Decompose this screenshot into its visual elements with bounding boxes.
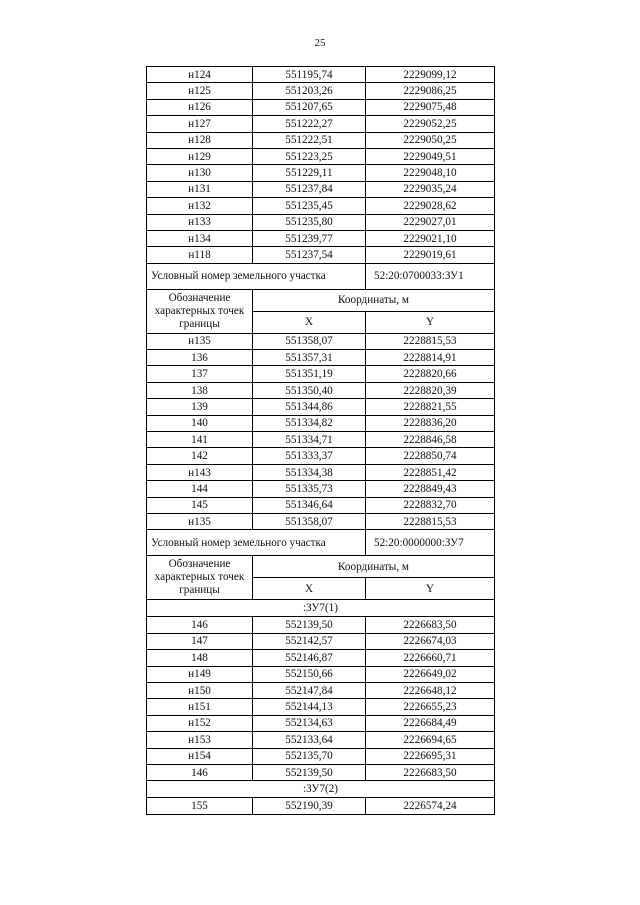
coordinate-x-cell: 551235,45 xyxy=(253,198,366,214)
point-designation-cell: н152 xyxy=(147,715,253,731)
table-row xyxy=(147,366,495,382)
coordinate-x-cell: 551203,26 xyxy=(253,83,366,99)
point-designation-cell: н126 xyxy=(147,99,253,115)
table-row xyxy=(147,633,495,649)
coordinate-x-cell: 551333,37 xyxy=(253,448,366,464)
point-designation-cell: н154 xyxy=(147,748,253,764)
y-header: Y xyxy=(366,311,495,333)
coordinate-y-cell: 2229099,12 xyxy=(366,67,495,83)
coordinate-x-cell: 551237,54 xyxy=(253,247,366,263)
table-row xyxy=(147,748,495,764)
coordinate-y-cell: 2228846,58 xyxy=(366,432,495,448)
coordinates-header: Координаты, м xyxy=(253,289,495,311)
coordinate-x-cell: 551222,51 xyxy=(253,132,366,148)
point-designation-cell: н153 xyxy=(147,732,253,748)
subparcel-row xyxy=(147,781,495,798)
coordinate-y-cell: 2226683,50 xyxy=(366,764,495,780)
table-row xyxy=(147,650,495,666)
table-row xyxy=(147,715,495,731)
coordinate-y-cell: 2228851,42 xyxy=(366,464,495,480)
point-designation-cell: 142 xyxy=(147,448,253,464)
table-row xyxy=(147,617,495,633)
table-row xyxy=(147,513,495,529)
table-row xyxy=(147,682,495,698)
table-row xyxy=(147,382,495,398)
point-designation-cell: н124 xyxy=(147,67,253,83)
coordinate-y-cell: 2226695,31 xyxy=(366,748,495,764)
table-row xyxy=(147,333,495,349)
coordinate-x-cell: 551334,82 xyxy=(253,415,366,431)
point-designation-cell: 147 xyxy=(147,633,253,649)
coordinate-x-cell: 552134,63 xyxy=(253,715,366,731)
table-row xyxy=(147,798,495,814)
coordinate-y-cell: 2226683,50 xyxy=(366,617,495,633)
table-row xyxy=(147,432,495,448)
point-designation-cell: н118 xyxy=(147,247,253,263)
point-designation-cell: н149 xyxy=(147,666,253,682)
subparcel-row xyxy=(147,600,495,617)
coordinate-y-cell: 2228832,70 xyxy=(366,497,495,513)
table-row xyxy=(147,415,495,431)
coordinate-y-cell: 2229049,51 xyxy=(366,148,495,164)
coordinate-x-cell: 552144,13 xyxy=(253,699,366,715)
point-designation-cell: н131 xyxy=(147,181,253,197)
coordinate-y-cell: 2226660,71 xyxy=(366,650,495,666)
coordinate-x-cell: 551358,07 xyxy=(253,333,366,349)
table-row xyxy=(147,116,495,132)
coordinate-x-cell: 551235,80 xyxy=(253,214,366,230)
coordinate-y-cell: 2228815,53 xyxy=(366,333,495,349)
table-row xyxy=(147,181,495,197)
point-designation-cell: 155 xyxy=(147,798,253,814)
coordinate-x-cell: 551222,27 xyxy=(253,116,366,132)
coordinate-x-cell: 551207,65 xyxy=(253,99,366,115)
coordinate-y-cell: 2229050,25 xyxy=(366,132,495,148)
table-row xyxy=(147,132,495,148)
point-designation-cell: н129 xyxy=(147,148,253,164)
designation-header: Обозначение характерных точек границы xyxy=(147,289,253,333)
point-designation-cell: 137 xyxy=(147,366,253,382)
table-row xyxy=(147,497,495,513)
coordinate-y-cell: 2228850,74 xyxy=(366,448,495,464)
table-row xyxy=(147,99,495,115)
point-designation-cell: 138 xyxy=(147,382,253,398)
point-designation-cell: н151 xyxy=(147,699,253,715)
table-row xyxy=(147,83,495,99)
point-designation-cell: н132 xyxy=(147,198,253,214)
table-row xyxy=(147,666,495,682)
table-row xyxy=(147,230,495,246)
coordinate-y-cell: 2226574,24 xyxy=(366,798,495,814)
point-designation-cell: 141 xyxy=(147,432,253,448)
coordinate-y-cell: 2229086,25 xyxy=(366,83,495,99)
table-row xyxy=(147,214,495,230)
point-designation-cell: 145 xyxy=(147,497,253,513)
point-designation-cell: н128 xyxy=(147,132,253,148)
point-designation-cell: н135 xyxy=(147,333,253,349)
point-designation-cell: 140 xyxy=(147,415,253,431)
coordinate-y-cell: 2226649,02 xyxy=(366,666,495,682)
page-number: 25 xyxy=(314,37,326,49)
header-row xyxy=(147,289,495,311)
coordinate-y-cell: 2226655,23 xyxy=(366,699,495,715)
parcel-number-label: Условный номер земельного участка xyxy=(147,263,366,289)
point-designation-cell: н134 xyxy=(147,230,253,246)
coordinate-x-cell: 551334,38 xyxy=(253,464,366,480)
header-row xyxy=(147,556,495,578)
coordinate-x-cell: 552147,84 xyxy=(253,682,366,698)
coordinate-y-cell: 2228820,39 xyxy=(366,382,495,398)
point-designation-cell: н127 xyxy=(147,116,253,132)
coordinate-x-cell: 552135,70 xyxy=(253,748,366,764)
point-designation-cell: н143 xyxy=(147,464,253,480)
coordinate-y-cell: 2228815,53 xyxy=(366,513,495,529)
coordinate-y-cell: 2229075,48 xyxy=(366,99,495,115)
point-designation-cell: 139 xyxy=(147,399,253,415)
table-row xyxy=(147,148,495,164)
parcel-number-value: 52:20:0700033:ЗУ1 xyxy=(366,263,495,289)
point-designation-cell: н133 xyxy=(147,214,253,230)
coordinate-y-cell: 2229021,10 xyxy=(366,230,495,246)
coordinate-y-cell: 2229048,10 xyxy=(366,165,495,181)
table-row xyxy=(147,350,495,366)
coordinate-y-cell: 2229019,61 xyxy=(366,247,495,263)
point-designation-cell: 144 xyxy=(147,481,253,497)
point-designation-cell: 146 xyxy=(147,617,253,633)
coordinate-x-cell: 552190,39 xyxy=(253,798,366,814)
parcel-number-row xyxy=(147,263,495,289)
point-designation-cell: н125 xyxy=(147,83,253,99)
coordinate-x-cell: 552139,50 xyxy=(253,764,366,780)
coordinates-header: Координаты, м xyxy=(253,556,495,578)
point-designation-cell: н135 xyxy=(147,513,253,529)
coordinate-x-cell: 551229,11 xyxy=(253,165,366,181)
table-row xyxy=(147,732,495,748)
coordinate-x-cell: 551344,86 xyxy=(253,399,366,415)
coordinate-x-cell: 551351,19 xyxy=(253,366,366,382)
coordinate-y-cell: 2226674,03 xyxy=(366,633,495,649)
table-row xyxy=(147,399,495,415)
coordinate-x-cell: 552133,64 xyxy=(253,732,366,748)
coordinate-x-cell: 551357,31 xyxy=(253,350,366,366)
coordinate-y-cell: 2226684,49 xyxy=(366,715,495,731)
table-row xyxy=(147,464,495,480)
coordinate-y-cell: 2228814,91 xyxy=(366,350,495,366)
table-row xyxy=(147,198,495,214)
coordinate-y-cell: 2229052,25 xyxy=(366,116,495,132)
point-designation-cell: н130 xyxy=(147,165,253,181)
point-designation-cell: н150 xyxy=(147,682,253,698)
coordinate-x-cell: 552146,87 xyxy=(253,650,366,666)
coordinates-table xyxy=(146,66,495,815)
coordinate-x-cell: 552139,50 xyxy=(253,617,366,633)
coordinate-x-cell: 551239,77 xyxy=(253,230,366,246)
designation-header: Обозначение характерных точек границы xyxy=(147,556,253,600)
table-row xyxy=(147,699,495,715)
coordinate-x-cell: 551346,64 xyxy=(253,497,366,513)
coordinate-y-cell: 2229035,24 xyxy=(366,181,495,197)
coordinate-y-cell: 2228820,66 xyxy=(366,366,495,382)
subparcel-label: :ЗУ7(1) xyxy=(147,600,495,617)
coordinate-y-cell: 2226648,12 xyxy=(366,682,495,698)
coordinate-y-cell: 2228836,20 xyxy=(366,415,495,431)
table-row xyxy=(147,448,495,464)
coordinate-x-cell: 551237,84 xyxy=(253,181,366,197)
parcel-number-label: Условный номер земельного участка xyxy=(147,530,366,556)
point-designation-cell: 136 xyxy=(147,350,253,366)
coordinate-y-cell: 2226694,65 xyxy=(366,732,495,748)
coordinate-y-cell: 2228821,55 xyxy=(366,399,495,415)
x-header: X xyxy=(253,311,366,333)
table-row xyxy=(147,481,495,497)
subparcel-label: :ЗУ7(2) xyxy=(147,781,495,798)
coordinate-x-cell: 551195,74 xyxy=(253,67,366,83)
coordinate-x-cell: 552150,66 xyxy=(253,666,366,682)
x-header: X xyxy=(253,578,366,600)
y-header: Y xyxy=(366,578,495,600)
coordinate-y-cell: 2228849,43 xyxy=(366,481,495,497)
coordinate-x-cell: 552142,57 xyxy=(253,633,366,649)
parcel-number-row xyxy=(147,530,495,556)
table-row xyxy=(147,165,495,181)
coordinate-x-cell: 551358,07 xyxy=(253,513,366,529)
point-designation-cell: 146 xyxy=(147,764,253,780)
coordinate-x-cell: 551334,71 xyxy=(253,432,366,448)
coordinate-x-cell: 551223,25 xyxy=(253,148,366,164)
point-designation-cell: 148 xyxy=(147,650,253,666)
table-row xyxy=(147,247,495,263)
coordinate-x-cell: 551335,73 xyxy=(253,481,366,497)
coordinate-x-cell: 551350,40 xyxy=(253,382,366,398)
table-row xyxy=(147,67,495,83)
coordinate-y-cell: 2229027,01 xyxy=(366,214,495,230)
table-row xyxy=(147,764,495,780)
parcel-number-value: 52:20:0000000:ЗУ7 xyxy=(366,530,495,556)
coordinate-y-cell: 2229028,62 xyxy=(366,198,495,214)
